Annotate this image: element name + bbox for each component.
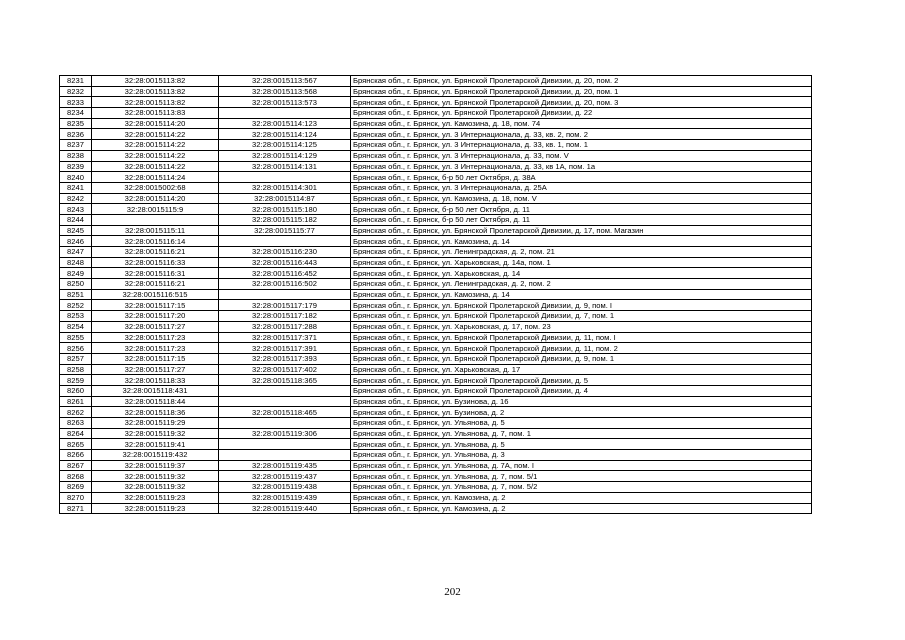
row-number-cell: 8253	[60, 311, 92, 322]
land-plot-cadastral-cell: 32:28:0015118:44	[92, 396, 219, 407]
land-plot-cadastral-cell: 32:28:0015119:32	[92, 428, 219, 439]
land-plot-cadastral-cell: 32:28:0015117:23	[92, 332, 219, 343]
row-number-cell: 8240	[60, 172, 92, 183]
land-plot-cadastral-cell: 32:28:0015119:32	[92, 471, 219, 482]
address-cell: Брянская обл., г. Брянск, ул. Брянской Пролетарской Дивизии, д. 9, пом. I	[351, 300, 812, 311]
address-cell: Брянская обл., г. Брянск, ул. Брянской Пролетарской Дивизии, д. 20, пом. 1	[351, 86, 812, 97]
table-row	[60, 97, 812, 108]
table-row	[60, 482, 812, 493]
object-cadastral-cell: 32:28:0015114:129	[219, 150, 351, 161]
table-row	[60, 140, 812, 151]
land-plot-cadastral-cell: 32:28:0015116:515	[92, 289, 219, 300]
land-plot-cadastral-cell: 32:28:0015113:82	[92, 97, 219, 108]
row-number-cell: 8231	[60, 76, 92, 87]
address-cell: Брянская обл., г. Брянск, ул. Камозина, д. 18, пом. 74	[351, 118, 812, 129]
address-cell: Брянская обл., г. Брянск, ул. Брянской Пролетарской Дивизии, д. 11, пом. 2	[351, 343, 812, 354]
object-cadastral-cell: 32:28:0015116:230	[219, 247, 351, 258]
object-cadastral-cell: 32:28:0015118:365	[219, 375, 351, 386]
row-number-cell: 8234	[60, 108, 92, 119]
table-row	[60, 247, 812, 258]
land-plot-cadastral-cell: 32:28:0015116:21	[92, 247, 219, 258]
land-plot-cadastral-cell: 32:28:0015118:36	[92, 407, 219, 418]
table-row	[60, 118, 812, 129]
address-cell: Брянская обл., г. Брянск, ул. Брянской Пролетарской Дивизии, д. 9, пом. 1	[351, 353, 812, 364]
address-cell: Брянская обл., г. Брянск, ул. Ульянова, д. 7А, пом. I	[351, 460, 812, 471]
object-cadastral-cell: 32:28:0015117:182	[219, 311, 351, 322]
land-plot-cadastral-cell: 32:28:0015119:432	[92, 450, 219, 461]
table-row	[60, 193, 812, 204]
object-cadastral-cell: 32:28:0015113:568	[219, 86, 351, 97]
row-number-cell: 8255	[60, 332, 92, 343]
row-number-cell: 8269	[60, 482, 92, 493]
table-row	[60, 407, 812, 418]
address-cell: Брянская обл., г. Брянск, ул. Харьковская, д. 17	[351, 364, 812, 375]
object-cadastral-cell: 32:28:0015115:77	[219, 225, 351, 236]
table-row	[60, 450, 812, 461]
address-cell: Брянская обл., г. Брянск, ул. Брянской Пролетарской Дивизии, д. 4	[351, 385, 812, 396]
land-plot-cadastral-cell: 32:28:0015113:83	[92, 108, 219, 119]
object-cadastral-cell: 32:28:0015113:567	[219, 76, 351, 87]
address-cell: Брянская обл., г. Брянск, ул. Бузинова, д. 16	[351, 396, 812, 407]
row-number-cell: 8242	[60, 193, 92, 204]
address-cell: Брянская обл., г. Брянск, ул. Ульянова, д. 7, пом. 1	[351, 428, 812, 439]
object-cadastral-cell: 32:28:0015119:439	[219, 492, 351, 503]
object-cadastral-cell: 32:28:0015116:452	[219, 268, 351, 279]
address-cell: Брянская обл., г. Брянск, б-р 50 лет Октября, д. 11	[351, 214, 812, 225]
land-plot-cadastral-cell: 32:28:0015119:29	[92, 418, 219, 429]
address-cell: Брянская обл., г. Брянск, ул. 3 Интернационала, д. 33, пом. V	[351, 150, 812, 161]
object-cadastral-cell	[219, 450, 351, 461]
table-row	[60, 375, 812, 386]
row-number-cell: 8236	[60, 129, 92, 140]
table-row	[60, 428, 812, 439]
object-cadastral-cell: 32:28:0015118:465	[219, 407, 351, 418]
row-number-cell: 8233	[60, 97, 92, 108]
table-row	[60, 503, 812, 514]
row-number-cell: 8238	[60, 150, 92, 161]
land-plot-cadastral-cell: 32:28:0015117:27	[92, 364, 219, 375]
table-row	[60, 86, 812, 97]
address-cell: Брянская обл., г. Брянск, ул. Бузинова, д. 2	[351, 407, 812, 418]
row-number-cell: 8232	[60, 86, 92, 97]
address-cell: Брянская обл., г. Брянск, б-р 50 лет Октября, д. 11	[351, 204, 812, 215]
object-cadastral-cell	[219, 236, 351, 247]
row-number-cell: 8239	[60, 161, 92, 172]
land-plot-cadastral-cell: 32:28:0015119:23	[92, 492, 219, 503]
row-number-cell: 8267	[60, 460, 92, 471]
object-cadastral-cell	[219, 396, 351, 407]
land-plot-cadastral-cell: 32:28:0015114:20	[92, 193, 219, 204]
object-cadastral-cell: 32:28:0015113:573	[219, 97, 351, 108]
object-cadastral-cell: 32:28:0015119:437	[219, 471, 351, 482]
table-row	[60, 76, 812, 87]
table-row	[60, 236, 812, 247]
object-cadastral-cell	[219, 289, 351, 300]
row-number-cell: 8251	[60, 289, 92, 300]
table-row	[60, 204, 812, 215]
address-cell: Брянская обл., г. Брянск, ул. Камозина, д. 18, пом. V	[351, 193, 812, 204]
row-number-cell: 8262	[60, 407, 92, 418]
object-cadastral-cell: 32:28:0015119:435	[219, 460, 351, 471]
row-number-cell: 8237	[60, 140, 92, 151]
address-cell: Брянская обл., г. Брянск, ул. Брянской Пролетарской Дивизии, д. 20, пом. 3	[351, 97, 812, 108]
land-plot-cadastral-cell: 32:28:0015116:33	[92, 257, 219, 268]
table-row	[60, 492, 812, 503]
table-row	[60, 300, 812, 311]
address-cell: Брянская обл., г. Брянск, ул. Харьковская, д. 17, пом. 23	[351, 321, 812, 332]
object-cadastral-cell	[219, 385, 351, 396]
object-cadastral-cell: 32:28:0015116:443	[219, 257, 351, 268]
row-number-cell: 8252	[60, 300, 92, 311]
object-cadastral-cell: 32:28:0015114:123	[219, 118, 351, 129]
row-number-cell: 8246	[60, 236, 92, 247]
row-number-cell: 8254	[60, 321, 92, 332]
address-cell: Брянская обл., г. Брянск, ул. Ленинградская, д. 2, пом. 21	[351, 247, 812, 258]
land-plot-cadastral-cell: 32:28:0015113:82	[92, 86, 219, 97]
land-plot-cadastral-cell	[92, 214, 219, 225]
object-cadastral-cell	[219, 439, 351, 450]
object-cadastral-cell: 32:28:0015119:440	[219, 503, 351, 514]
address-cell: Брянская обл., г. Брянск, ул. Харьковская, д. 14а, пом. 1	[351, 257, 812, 268]
row-number-cell: 8260	[60, 385, 92, 396]
table-row	[60, 108, 812, 119]
table-row	[60, 321, 812, 332]
land-plot-cadastral-cell: 32:28:0015114:24	[92, 172, 219, 183]
object-cadastral-cell: 32:28:0015119:438	[219, 482, 351, 493]
row-number-cell: 8248	[60, 257, 92, 268]
row-number-cell: 8249	[60, 268, 92, 279]
land-plot-cadastral-cell: 32:28:0015119:37	[92, 460, 219, 471]
object-cadastral-cell: 32:28:0015114:301	[219, 182, 351, 193]
table-row	[60, 172, 812, 183]
table-row	[60, 129, 812, 140]
row-number-cell: 8258	[60, 364, 92, 375]
address-cell: Брянская обл., г. Брянск, ул. 3 Интернационала, д. 33, кв. 1, пом. 1	[351, 140, 812, 151]
row-number-cell: 8257	[60, 353, 92, 364]
object-cadastral-cell: 32:28:0015117:179	[219, 300, 351, 311]
object-cadastral-cell: 32:28:0015114:124	[219, 129, 351, 140]
address-cell: Брянская обл., г. Брянск, ул. Ульянова, д. 5	[351, 418, 812, 429]
address-cell: Брянская обл., г. Брянск, б-р 50 лет Октября, д. 38А	[351, 172, 812, 183]
property-registry-table	[59, 75, 812, 514]
land-plot-cadastral-cell: 32:28:0015116:31	[92, 268, 219, 279]
table-row	[60, 460, 812, 471]
land-plot-cadastral-cell: 32:28:0015115:9	[92, 204, 219, 215]
table-row	[60, 311, 812, 322]
table-row	[60, 289, 812, 300]
address-cell: Брянская обл., г. Брянск, ул. Брянской Пролетарской Дивизии, д. 22	[351, 108, 812, 119]
address-cell: Брянская обл., г. Брянск, ул. Ульянова, д. 7, пом. 5/1	[351, 471, 812, 482]
address-cell: Брянская обл., г. Брянск, ул. Камозина, д. 2	[351, 492, 812, 503]
table-row	[60, 396, 812, 407]
object-cadastral-cell: 32:28:0015117:391	[219, 343, 351, 354]
row-number-cell: 8270	[60, 492, 92, 503]
address-cell: Брянская обл., г. Брянск, ул. Ульянова, д. 3	[351, 450, 812, 461]
row-number-cell: 8235	[60, 118, 92, 129]
address-cell: Брянская обл., г. Брянск, ул. Ленинградская, д. 2, пом. 2	[351, 279, 812, 290]
land-plot-cadastral-cell: 32:28:0015118:431	[92, 385, 219, 396]
object-cadastral-cell: 32:28:0015114:131	[219, 161, 351, 172]
table-row	[60, 150, 812, 161]
address-cell: Брянская обл., г. Брянск, ул. Ульянова, д. 7, пом. 5/2	[351, 482, 812, 493]
land-plot-cadastral-cell: 32:28:0015118:33	[92, 375, 219, 386]
row-number-cell: 8265	[60, 439, 92, 450]
table-row	[60, 332, 812, 343]
land-plot-cadastral-cell: 32:28:0015116:14	[92, 236, 219, 247]
address-cell: Брянская обл., г. Брянск, ул. Брянской Пролетарской Дивизии, д. 5	[351, 375, 812, 386]
row-number-cell: 8250	[60, 279, 92, 290]
address-cell: Брянская обл., г. Брянск, ул. Брянской Пролетарской Дивизии, д. 7, пом. 1	[351, 311, 812, 322]
object-cadastral-cell: 32:28:0015114:125	[219, 140, 351, 151]
object-cadastral-cell	[219, 418, 351, 429]
table-row	[60, 418, 812, 429]
land-plot-cadastral-cell: 32:28:0015119:32	[92, 482, 219, 493]
address-cell: Брянская обл., г. Брянск, ул. Камозина, д. 14	[351, 289, 812, 300]
land-plot-cadastral-cell: 32:28:0015114:22	[92, 140, 219, 151]
row-number-cell: 8261	[60, 396, 92, 407]
object-cadastral-cell: 32:28:0015117:371	[219, 332, 351, 343]
table-row	[60, 225, 812, 236]
address-cell: Брянская обл., г. Брянск, ул. Брянской Пролетарской Дивизии, д. 20, пом. 2	[351, 76, 812, 87]
table-row	[60, 182, 812, 193]
table-row	[60, 439, 812, 450]
land-plot-cadastral-cell: 32:28:0015002:68	[92, 182, 219, 193]
row-number-cell: 8259	[60, 375, 92, 386]
land-plot-cadastral-cell: 32:28:0015119:41	[92, 439, 219, 450]
land-plot-cadastral-cell: 32:28:0015114:22	[92, 161, 219, 172]
table-row	[60, 364, 812, 375]
object-cadastral-cell: 32:28:0015117:402	[219, 364, 351, 375]
object-cadastral-cell: 32:28:0015117:393	[219, 353, 351, 364]
object-cadastral-cell	[219, 172, 351, 183]
object-cadastral-cell: 32:28:0015114:87	[219, 193, 351, 204]
address-cell: Брянская обл., г. Брянск, ул. Брянской Пролетарской Дивизии, д. 11, пом. I	[351, 332, 812, 343]
address-cell: Брянская обл., г. Брянск, ул. Камозина, д. 14	[351, 236, 812, 247]
address-cell: Брянская обл., г. Брянск, ул. Харьковская, д. 14	[351, 268, 812, 279]
registry-table-body	[60, 76, 812, 514]
land-plot-cadastral-cell: 32:28:0015116:21	[92, 279, 219, 290]
row-number-cell: 8268	[60, 471, 92, 482]
table-row	[60, 257, 812, 268]
table-row	[60, 471, 812, 482]
land-plot-cadastral-cell: 32:28:0015117:20	[92, 311, 219, 322]
land-plot-cadastral-cell: 32:28:0015114:22	[92, 150, 219, 161]
land-plot-cadastral-cell: 32:28:0015117:23	[92, 343, 219, 354]
table-row	[60, 385, 812, 396]
table-row	[60, 214, 812, 225]
row-number-cell: 8256	[60, 343, 92, 354]
land-plot-cadastral-cell: 32:28:0015115:11	[92, 225, 219, 236]
row-number-cell: 8264	[60, 428, 92, 439]
land-plot-cadastral-cell: 32:28:0015113:82	[92, 76, 219, 87]
object-cadastral-cell: 32:28:0015117:288	[219, 321, 351, 332]
land-plot-cadastral-cell: 32:28:0015117:15	[92, 353, 219, 364]
land-plot-cadastral-cell: 32:28:0015117:15	[92, 300, 219, 311]
object-cadastral-cell	[219, 108, 351, 119]
address-cell: Брянская обл., г. Брянск, ул. 3 Интернационала, д. 25А	[351, 182, 812, 193]
land-plot-cadastral-cell: 32:28:0015119:23	[92, 503, 219, 514]
address-cell: Брянская обл., г. Брянск, ул. Ульянова, д. 5	[351, 439, 812, 450]
row-number-cell: 8244	[60, 214, 92, 225]
table-row	[60, 353, 812, 364]
row-number-cell: 8243	[60, 204, 92, 215]
row-number-cell: 8241	[60, 182, 92, 193]
object-cadastral-cell: 32:28:0015115:180	[219, 204, 351, 215]
object-cadastral-cell: 32:28:0015115:182	[219, 214, 351, 225]
address-cell: Брянская обл., г. Брянск, ул. 3 Интернационала, д. 33, кв. 2, пом. 2	[351, 129, 812, 140]
row-number-cell: 8247	[60, 247, 92, 258]
object-cadastral-cell: 32:28:0015116:502	[219, 279, 351, 290]
address-cell: Брянская обл., г. Брянск, ул. Камозина, д. 2	[351, 503, 812, 514]
land-plot-cadastral-cell: 32:28:0015114:22	[92, 129, 219, 140]
row-number-cell: 8266	[60, 450, 92, 461]
land-plot-cadastral-cell: 32:28:0015114:20	[92, 118, 219, 129]
row-number-cell: 8271	[60, 503, 92, 514]
object-cadastral-cell: 32:28:0015119:306	[219, 428, 351, 439]
row-number-cell: 8245	[60, 225, 92, 236]
row-number-cell: 8263	[60, 418, 92, 429]
land-plot-cadastral-cell: 32:28:0015117:27	[92, 321, 219, 332]
table-row	[60, 343, 812, 354]
table-row	[60, 268, 812, 279]
table-row	[60, 279, 812, 290]
table-row	[60, 161, 812, 172]
address-cell: Брянская обл., г. Брянск, ул. 3 Интернационала, д. 33, кв 1А, пом. 1а	[351, 161, 812, 172]
address-cell: Брянская обл., г. Брянск, ул. Брянской Пролетарской Дивизии, д. 17, пом. Магазин	[351, 225, 812, 236]
page-number: 202	[444, 586, 461, 598]
